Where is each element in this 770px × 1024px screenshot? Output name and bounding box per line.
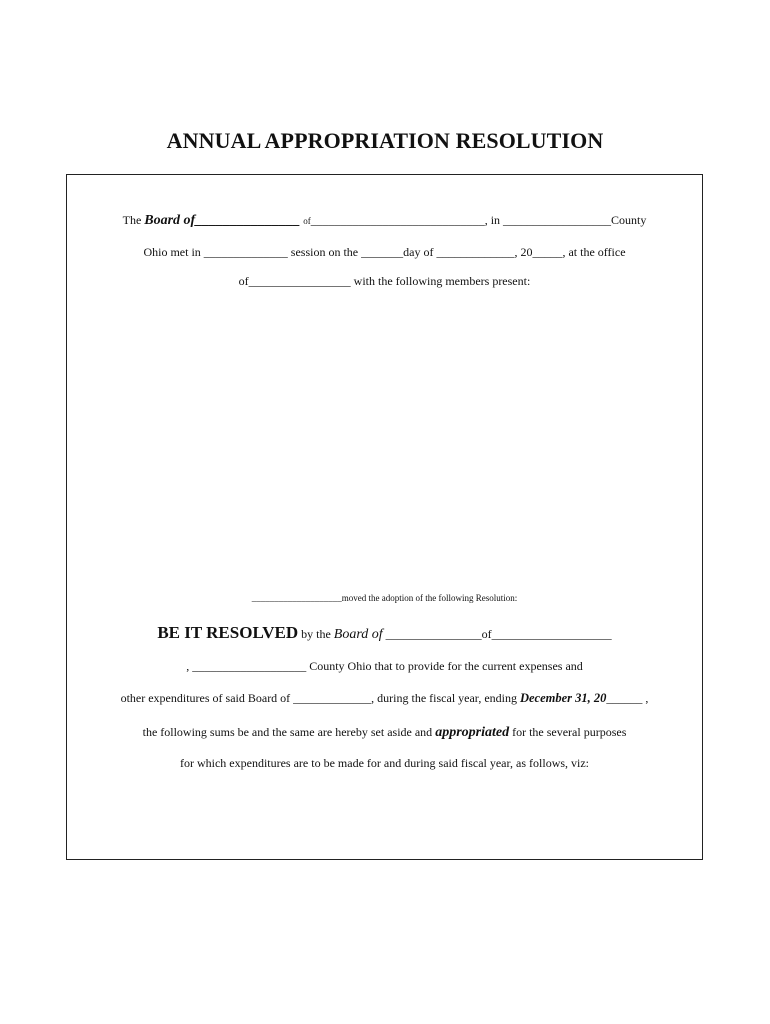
- meeting-line-1: [66, 213, 703, 229]
- be-it-resolved-text: BE IT RESOLVED: [157, 623, 299, 642]
- the-text: The: [122, 213, 145, 227]
- line-6-after: for the several purposes: [509, 725, 627, 739]
- resolved-board-of-text: Board of: [333, 627, 383, 642]
- fiscal-date-text: December 31, 20: [519, 691, 607, 705]
- resolution-line-7: for which expenditures are to be made for and during said fiscal year, as follows, viz:: [179, 756, 590, 770]
- resolution-line-6: [66, 725, 703, 741]
- line-5-text: other expenditures of said Board of _____________, during the fiscal year, ending: [120, 691, 520, 705]
- appropriated-text: appropriated: [435, 725, 510, 740]
- meeting-line-1-rest: _____________________________, in __________________County: [310, 213, 647, 227]
- board-of-text: Board of_______________: [144, 213, 301, 228]
- document-title: ANNUAL APPROPRIATION RESOLUTION: [166, 128, 604, 153]
- of-text: of: [303, 216, 311, 226]
- meeting-line-2: Ohio met in ______________ session on the _______day of _____________, 20_____, at the office: [143, 245, 626, 259]
- resolved-line: [66, 623, 703, 643]
- fiscal-date-blank: ______: [606, 691, 643, 705]
- moved-adoption-line: ____________________moved the adoption of the following Resolution:: [251, 593, 518, 603]
- resolution-line-4: , ___________________ County Ohio that to provide for the current expenses and: [186, 659, 583, 673]
- by-the-text: by the: [298, 627, 334, 641]
- meeting-line-3: of_________________ with the following members present:: [238, 274, 531, 288]
- line-6-before: the following sums be and the same are hereby set aside and: [142, 725, 436, 739]
- resolved-line-rest: ________________of____________________: [382, 627, 612, 641]
- resolution-line-5: [66, 691, 703, 706]
- line-5-end: ,: [642, 691, 649, 705]
